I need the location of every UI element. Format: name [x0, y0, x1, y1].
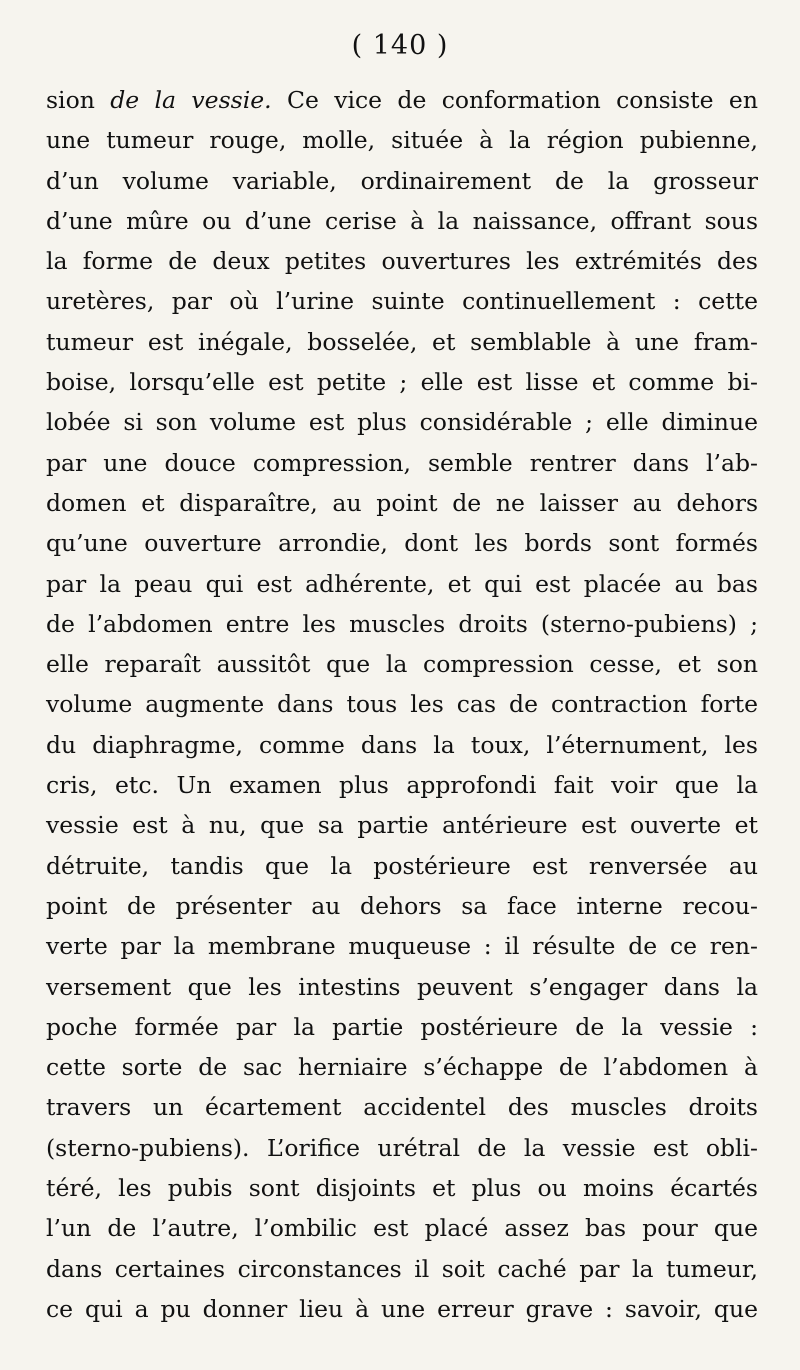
text-line: l’un de l’autre, l’ombilic est placé assez bas pour que — [46, 1214, 758, 1243]
text-line: une tumeur rouge, molle, située à la région pubienne, — [46, 126, 758, 155]
text-line: domen et disparaître, au point de ne laisser au dehors — [46, 488, 758, 517]
text-line: point de présenter au dehors sa face interne recou- — [46, 891, 758, 920]
text-line: (sterno-pubiens). L’orifice urétral de la vessie est obli- — [46, 1133, 758, 1162]
text-line: versement que les intestins peuvent s’engager dans la — [46, 972, 758, 1001]
text-line: travers un écartement accidentel des muscles droits — [46, 1093, 758, 1122]
text-line: la forme de deux petites ouvertures les extrémités des — [46, 247, 758, 276]
text-line: vessie est à nu, que sa partie antérieure est ouverte et — [46, 811, 758, 840]
text-line: du diaphragme, comme dans la toux, l’éternument, les — [46, 730, 758, 759]
text-line: d’une mûre ou d’une cerise à la naissance, offrant sous — [46, 206, 758, 235]
text-line: dans certaines circonstances il soit caché par la tumeur, — [46, 1254, 758, 1283]
text-line: uretères, par où l’urine suinte continuellement : cette — [46, 287, 758, 316]
text-line: cette sorte de sac herniaire s’échappe de l’abdomen à — [46, 1053, 758, 1082]
text-line: elle reparaît aussitôt que la compression cesse, et son — [46, 650, 758, 679]
text-line: verte par la membrane muqueuse : il résulte de ce ren- — [46, 932, 758, 961]
text-line: cris, etc. Un examen plus approfondi fait voir que la — [46, 771, 758, 800]
text-line: par la peau qui est adhérente, et qui est placée au bas — [46, 569, 758, 598]
text-line: boise, lorsqu’elle est petite ; elle est lisse et comme bi- — [46, 368, 758, 397]
text-line — [46, 80, 758, 120]
text-line: ce qui a pu donner lieu à une erreur grave : savoir, que — [46, 1294, 758, 1323]
text-line: poche formée par la partie postérieure de la vessie : — [46, 1012, 758, 1041]
text-line: d’un volume variable, ordinairement de la grosseur — [46, 166, 758, 195]
text-line: tumeur est inégale, bosselée, et semblable à une fram- — [46, 327, 758, 356]
text-line: de l’abdomen entre les muscles droits (sterno-pubiens) ; — [46, 609, 758, 638]
page-number: ( 140 ) — [351, 30, 449, 61]
text-line: volume augmente dans tous les cas de contraction forte — [46, 690, 758, 719]
text-segment: sion — [46, 86, 111, 114]
text-line: téré, les pubis sont disjoints et plus ou moins écartés — [46, 1174, 758, 1203]
italic-phrase: de la vessie. — [110, 86, 272, 114]
text-line: qu’une ouverture arrondie, dont les bords sont formés — [46, 529, 758, 558]
text-line: lobée si son volume est plus considérable ; elle diminue — [46, 408, 758, 437]
text-line: détruite, tandis que la postérieure est renversée au — [46, 851, 758, 880]
text-line: par une douce compression, semble rentrer dans l’ab- — [46, 448, 758, 477]
text-segment: Ce vice de conformation consiste en — [271, 86, 758, 114]
body-text — [46, 80, 758, 1329]
